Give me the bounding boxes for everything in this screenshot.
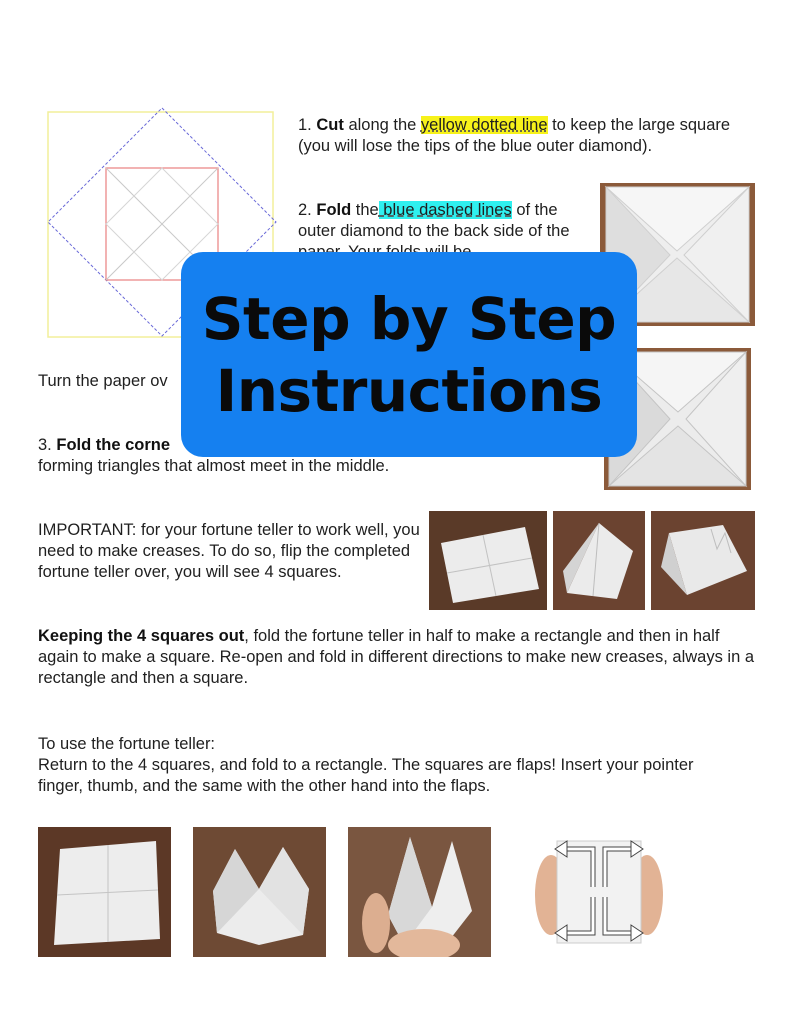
- step-1-verb: Cut: [316, 116, 344, 134]
- step-3-line2: forming triangles that almost meet in the middle.: [38, 457, 390, 475]
- step-1-number: 1.: [298, 116, 312, 134]
- use-heading: To use the fortune teller:: [38, 735, 216, 753]
- keeping-squares-text: [38, 626, 756, 689]
- step-by-step-banner: [181, 252, 637, 457]
- turn-over-text: Turn the paper ov: [38, 372, 168, 390]
- photo-hand-teller: [348, 827, 491, 957]
- keeping-rest: , fold the fortune teller in half to make a rectangle and then in half again to make a square. Re-open and fold in different directions to make new creases, always in a rectangle and then a square.: [38, 627, 755, 687]
- step-1-pre: along the: [343, 116, 421, 134]
- banner-line-1: Step by Step: [201, 284, 617, 353]
- step-3-number: 3.: [38, 436, 52, 454]
- photo-flat-squares: [38, 827, 171, 957]
- step-1-text: [298, 115, 738, 157]
- step-2-post: of the outer diamond to the back side of the: [298, 201, 570, 240]
- banner-line-2: Instructions: [215, 356, 603, 425]
- important-note: IMPORTANT: for your fortune teller to work well, you need to make creases. To do so, flip the completed fortune teller over, you will see 4 squares.: [38, 521, 420, 581]
- step-2-pre: the: [351, 201, 379, 219]
- photo-rectangle-fold: [651, 511, 755, 610]
- keeping-bold: Keeping the 4 squares out: [38, 627, 245, 645]
- step-2-verb: Fold: [316, 201, 352, 219]
- use-body: Return to the 4 squares, and fold to a rectangle. The squares are flaps! Insert your pointer finger, thumb, and the same with the other hand into the flaps.: [38, 756, 694, 795]
- step-1-post: to keep the large square (you will lose the tips of the blue outer diamond).: [298, 116, 731, 155]
- step-2-number: 2.: [298, 201, 312, 219]
- photo-open-teller: [193, 827, 326, 957]
- blue-dashed-lines-highlight: blue dashed lines: [378, 201, 512, 219]
- step-3-verb: Fold the corne: [56, 436, 171, 454]
- photo-half-fold: [553, 511, 645, 610]
- yellow-dotted-line-highlight: yellow dotted line: [420, 116, 548, 134]
- photo-four-squares: [429, 511, 547, 610]
- photo-hands-arrows: [535, 827, 663, 957]
